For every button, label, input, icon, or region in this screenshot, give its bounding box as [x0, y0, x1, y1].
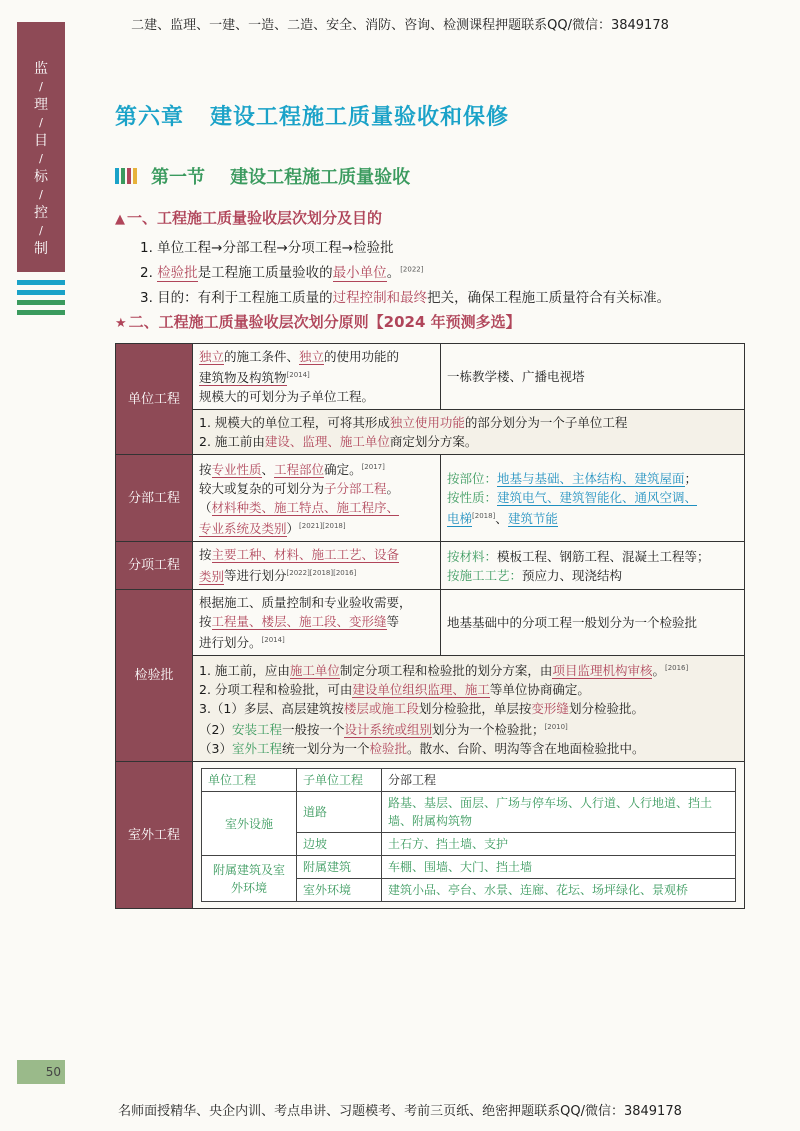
- star-icon: ★: [115, 316, 127, 331]
- side-char: 标: [34, 169, 48, 185]
- item1-line1: 1. 单位工程→分部工程→分项工程→检验批: [140, 240, 394, 256]
- page-footer: 名师面授精华、央企内训、考点串讲、习题模考、考前三页纸、绝密押题联系QQ/微信：3849178: [118, 1104, 682, 1119]
- outdoor-parts: 路基、基层、面层、广场与停车场、人行道、人行地道、挡土墙、附属构筑物: [382, 792, 736, 833]
- outdoor-parts: 车棚、围墙、大门、挡土墙: [382, 856, 736, 879]
- bars-icon: [115, 168, 139, 189]
- side-char: 控: [34, 205, 48, 221]
- division-definition: 按专业性质、工程部位确定。[2017] 较大或复杂的可划分为子分部工程。 （材料种类、施工特点、施工程序、 专业系统及类别）[2021][2018]: [193, 455, 441, 542]
- batch-example: 地基基础中的分项工程一般划分为一个检验批: [441, 589, 745, 655]
- batch-definition: 根据施工、质量控制和专业验收需要， 按工程量、楼层、施工段、变形缝等 进行划分。[2014]: [193, 589, 441, 655]
- outdoor-group: 附属建筑及室外环境: [202, 856, 297, 902]
- heading-text: 二、工程施工质量验收层次划分原则【2024 年预测多选】: [128, 313, 521, 331]
- chapter-number: 第六章: [115, 105, 185, 130]
- outdoor-table: [201, 768, 736, 902]
- side-char: 制: [34, 241, 48, 257]
- section-name: 建设工程施工质量验收: [230, 167, 411, 188]
- outdoor-sub: 室外环境: [297, 879, 382, 902]
- page-number: 50: [17, 1060, 65, 1084]
- heading-text: 一、工程施工质量验收层次划分及目的: [127, 209, 383, 227]
- page-header: 二建、监理、一建、一造、二造、安全、消防、咨询、检测课程押题联系QQ/微信：3849178: [131, 18, 669, 33]
- outdoor-parts: 土石方、挡土墙、支护: [382, 833, 736, 856]
- outdoor-group: 室外设施: [202, 792, 297, 856]
- section-title: [115, 163, 410, 189]
- outdoor-header: 子单位工程: [297, 769, 382, 792]
- chapter-name: 建设工程施工质量验收和保修: [210, 105, 510, 130]
- unit-example: 一栋教学楼、广播电视塔: [441, 344, 745, 410]
- division-examples: 按部位：地基与基础、主体结构、建筑屋面； 按性质：建筑电气、建筑智能化、通风空调、 电梯[2018]、建筑节能: [441, 455, 745, 542]
- item-examples: 按材料：模板工程、钢筋工程、混凝土工程等； 按施工工艺：预应力、现浇结构: [441, 542, 745, 589]
- outdoor-cell: [193, 762, 745, 909]
- side-char: 目: [34, 133, 48, 149]
- item-definition: 按主要工种、材料、施工工艺、设备 类别等进行划分[2022][2018][2016]: [193, 542, 441, 589]
- unit-definition: 独立的施工条件、独立的使用功能的 建筑物及构筑物[2014] 规模大的可划分为子单位工程。: [193, 344, 441, 410]
- row-label-batch: 检验批: [116, 589, 193, 761]
- outdoor-sub: 边坡: [297, 833, 382, 856]
- triangle-icon: ▲: [115, 212, 125, 227]
- item1-line2: 2. 检验批是工程施工质量验收的最小单位。[2022]: [140, 265, 424, 281]
- outdoor-header: 分部工程: [382, 769, 736, 792]
- row-label-unit: 单位工程: [116, 344, 193, 455]
- outdoor-sub: 附属建筑: [297, 856, 382, 879]
- row-label-item: 分项工程: [116, 542, 193, 589]
- division-table: [115, 343, 745, 909]
- item1-line3: 3. 目的：有利于工程施工质量的过程控制和最终把关，确保工程施工质量符合有关标准。: [140, 290, 671, 306]
- item2-heading: [115, 311, 521, 332]
- outdoor-sub: 道路: [297, 792, 382, 833]
- side-char: 监: [34, 61, 48, 77]
- unit-notes: 1. 规模大的单位工程，可将其形成独立使用功能的部分划分为一个子单位工程 2. 施工前由建设、监理、施工单位商定划分方案。: [193, 410, 745, 455]
- row-label-division: 分部工程: [116, 455, 193, 542]
- side-tab: 监 / 理 / 目 / 标 / 控 / 制: [17, 22, 65, 272]
- chapter-title: [115, 100, 509, 131]
- section-number: 第一节: [151, 167, 205, 188]
- batch-notes: 1. 施工前，应由施工单位制定分项工程和检验批的划分方案，由项目监理机构审核。[2016] 2. 分项工程和检验批，可由建设单位组织监理、施工等单位协商确定。 3.（1）多层、高层建筑按楼层或施工段划分检验批，单层按变形缝划分检验批。 （2）安装工程一般按一个设计系统或组别划分为一个检验批；[2010] （3）室外工程统一划分为一个检验批。散水、台阶、明沟等含在地面检验批中。: [193, 655, 745, 761]
- side-color-bars: [17, 280, 65, 320]
- outdoor-parts: 建筑小品、亭台、水景、连廊、花坛、场坪绿化、景观桥: [382, 879, 736, 902]
- side-char: 理: [34, 97, 48, 113]
- item1-heading: [115, 207, 382, 228]
- outdoor-header: 单位工程: [202, 769, 297, 792]
- row-label-outdoor: 室外工程: [116, 762, 193, 909]
